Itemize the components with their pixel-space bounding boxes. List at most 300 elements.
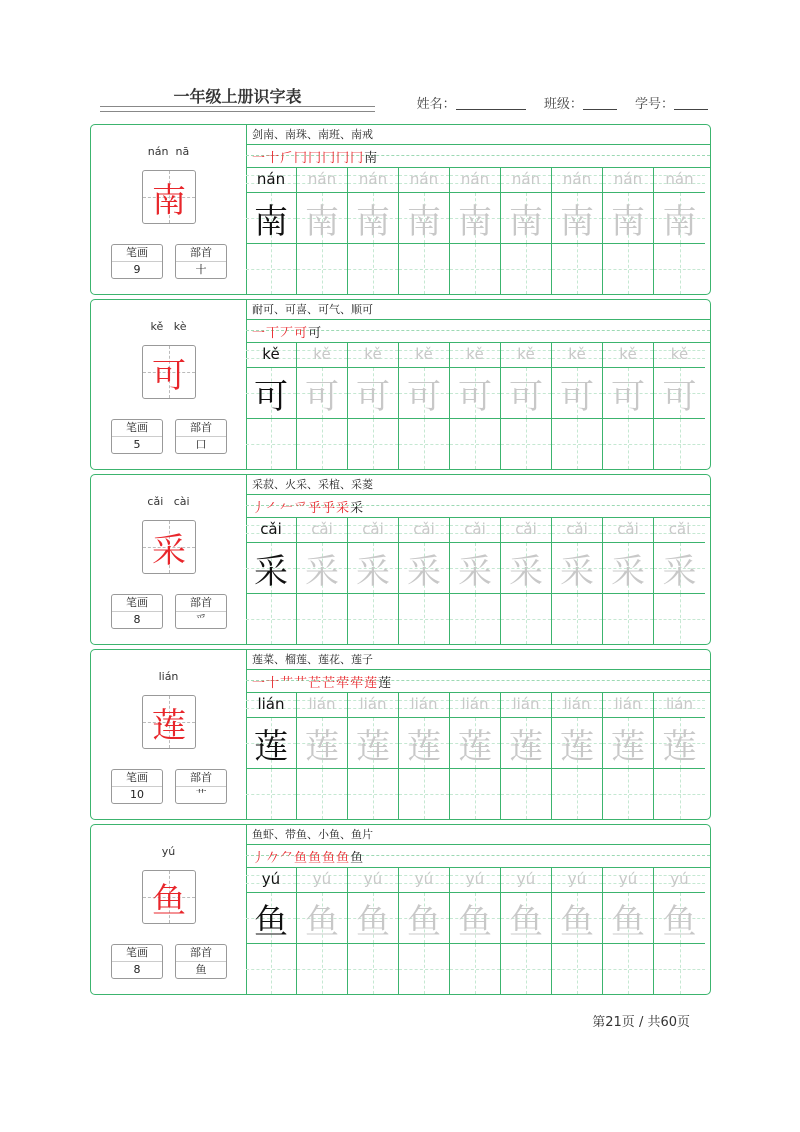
hanzi-cell <box>399 368 449 419</box>
card-practice <box>246 825 710 994</box>
pinyin-cell <box>552 692 602 718</box>
pinyin-cell <box>348 167 398 193</box>
hanzi-cell <box>603 543 653 594</box>
pinyin-cell <box>450 692 500 718</box>
writing-cell[interactable] <box>654 244 705 294</box>
grid-char: 采 <box>356 551 390 592</box>
practice-cell[interactable] <box>654 867 705 994</box>
practice-cell[interactable] <box>603 342 654 469</box>
pinyin-cell <box>603 692 653 718</box>
stroke-order-row <box>246 669 710 693</box>
hanzi-cell <box>501 543 551 594</box>
radical-box <box>175 419 227 454</box>
card-practice <box>246 125 710 294</box>
stroke-count: 5 <box>133 438 141 451</box>
practice-cell[interactable] <box>246 167 297 294</box>
grid-char: 南 <box>662 201 697 242</box>
card-pinyin: lián <box>158 670 179 683</box>
pinyin-cell <box>552 517 602 543</box>
stroke-step: 一 <box>252 151 267 166</box>
big-char: 南 <box>152 180 186 221</box>
writing-cell[interactable] <box>297 244 347 294</box>
practice-cell[interactable] <box>552 692 603 819</box>
grid-pinyin: yú <box>670 870 689 888</box>
hanzi-cell <box>450 368 500 419</box>
stroke-order <box>252 322 322 341</box>
stroke-order-row <box>246 144 710 168</box>
hanzi-cell <box>297 543 347 594</box>
writing-cell[interactable] <box>399 594 449 644</box>
grid-char: 南 <box>611 201 645 242</box>
hanzi-cell <box>552 718 602 769</box>
stroke-count-label: 笔画 <box>112 595 162 612</box>
stroke-step: 鱼 <box>322 851 337 866</box>
grid-char: 采 <box>611 551 645 592</box>
writing-cell[interactable] <box>399 944 449 994</box>
radical: 十 <box>195 263 207 276</box>
writing-cell[interactable] <box>246 944 296 994</box>
writing-cell[interactable] <box>297 769 347 819</box>
pinyin-cell <box>297 342 347 368</box>
pinyin-cell <box>399 517 449 543</box>
practice-cell[interactable] <box>450 517 501 644</box>
practice-cell[interactable] <box>246 692 297 819</box>
practice-cell[interactable] <box>603 692 654 819</box>
hanzi-cell <box>654 193 705 244</box>
writing-cell[interactable] <box>450 594 500 644</box>
pinyin-cell <box>654 517 705 543</box>
hanzi-cell <box>654 368 705 419</box>
grid-char: 南 <box>560 201 594 242</box>
grid-char: 可 <box>662 376 697 417</box>
big-char: 鱼 <box>152 880 186 921</box>
grid-char: 南 <box>509 201 543 242</box>
pinyin-cell <box>501 167 551 193</box>
practice-grid <box>246 167 710 294</box>
stroke-count-label: 笔画 <box>112 945 162 962</box>
card-summary <box>91 125 247 294</box>
id-field <box>635 93 708 112</box>
stroke-step: 一 <box>252 326 267 341</box>
grid-char: 可 <box>254 376 288 417</box>
writing-cell[interactable] <box>246 244 296 294</box>
big-char-box <box>142 345 196 399</box>
grid-pinyin: kě <box>466 345 484 363</box>
practice-cell[interactable] <box>297 867 348 994</box>
radical: 鱼 <box>195 963 207 976</box>
grid-char: 可 <box>356 376 390 417</box>
grid-pinyin: cǎi <box>668 520 691 538</box>
writing-cell[interactable] <box>603 244 653 294</box>
hanzi-cell <box>246 718 296 769</box>
hanzi-cell <box>654 718 705 769</box>
practice-cell[interactable] <box>501 517 552 644</box>
practice-cell[interactable] <box>399 692 450 819</box>
stroke-step: 冂 <box>350 151 365 166</box>
word-examples: 莲菜、榴莲、莲花、莲子 <box>246 650 710 670</box>
stroke-count: 8 <box>133 613 141 626</box>
writing-cell[interactable] <box>399 419 449 469</box>
grid-pinyin: cǎi <box>617 520 639 538</box>
stroke-count-box <box>111 419 163 454</box>
practice-cell[interactable] <box>552 342 603 469</box>
stroke-step: 南 <box>364 151 379 166</box>
radical-box <box>175 769 227 804</box>
class-label: 班级： <box>543 97 583 112</box>
practice-cell[interactable] <box>603 867 654 994</box>
grid-pinyin: lián <box>257 695 285 713</box>
writing-cell[interactable] <box>603 594 653 644</box>
grid-char: 可 <box>458 376 492 417</box>
writing-cell[interactable] <box>552 244 602 294</box>
practice-cell[interactable] <box>654 692 705 819</box>
card-pinyin: nán nā <box>147 145 190 158</box>
character-card <box>90 474 711 645</box>
pinyin-cell <box>399 692 449 718</box>
grid-pinyin: cǎi <box>464 520 486 538</box>
grid-pinyin: lián <box>614 695 642 713</box>
grid-pinyin: yú <box>567 870 587 888</box>
stroke-step: 可 <box>308 326 323 341</box>
writing-cell[interactable] <box>501 769 551 819</box>
grid-char: 鱼 <box>356 901 390 942</box>
stroke-step: 乎 <box>308 501 323 516</box>
word-examples: 鱼虾、带鱼、小鱼、鱼片 <box>246 825 710 845</box>
stroke-step: 丆 <box>280 326 295 341</box>
big-char-box <box>142 870 196 924</box>
practice-cell[interactable] <box>399 342 450 469</box>
practice-cell[interactable] <box>246 517 297 644</box>
card-summary <box>91 300 247 469</box>
practice-cell[interactable] <box>501 342 552 469</box>
page-title: 一年级上册识字表 <box>173 87 302 106</box>
hanzi-cell <box>246 368 296 419</box>
writing-cell[interactable] <box>246 419 296 469</box>
card-pinyin: yú <box>161 845 176 858</box>
hanzi-cell <box>246 893 296 944</box>
writing-cell[interactable] <box>552 944 602 994</box>
grid-pinyin: nán <box>256 170 286 188</box>
hanzi-cell <box>399 543 449 594</box>
pinyin-cell <box>603 167 653 193</box>
writing-cell[interactable] <box>297 419 347 469</box>
writing-cell[interactable] <box>603 944 653 994</box>
hanzi-cell <box>552 543 602 594</box>
stroke-step: 鱼 <box>350 851 365 866</box>
grid-char: 采 <box>407 551 441 592</box>
page-number: 第21页 / 共60页 <box>592 1015 690 1030</box>
pinyin-cell <box>552 867 602 893</box>
id-label: 学号： <box>634 97 674 112</box>
pinyin-cell <box>501 342 551 368</box>
pinyin-cell <box>246 342 296 368</box>
practice-cell[interactable] <box>552 867 603 994</box>
grid-pinyin: kě <box>670 345 689 363</box>
grid-char: 采 <box>509 551 543 592</box>
grid-pinyin: lián <box>461 695 489 713</box>
hanzi-cell <box>348 718 398 769</box>
practice-cell[interactable] <box>501 867 552 994</box>
radical-box <box>175 944 227 979</box>
writing-cell[interactable] <box>348 944 398 994</box>
grid-pinyin: nán <box>665 170 694 188</box>
grid-char: 鱼 <box>611 901 645 942</box>
stroke-count-box <box>111 769 163 804</box>
hanzi-cell <box>399 193 449 244</box>
big-char-box <box>142 695 196 749</box>
pinyin-cell <box>501 867 551 893</box>
writing-cell[interactable] <box>450 769 500 819</box>
stroke-count-box <box>111 944 163 979</box>
pinyin-cell <box>246 867 296 893</box>
writing-cell[interactable] <box>399 769 449 819</box>
writing-cell[interactable] <box>348 594 398 644</box>
writing-cell[interactable] <box>246 594 296 644</box>
writing-cell[interactable] <box>654 769 705 819</box>
card-summary <box>91 475 247 644</box>
grid-pinyin: yú <box>516 870 536 888</box>
hanzi-cell <box>552 368 602 419</box>
practice-cell[interactable] <box>348 692 399 819</box>
grid-char: 采 <box>458 551 492 592</box>
stroke-step: 莲 <box>378 676 393 691</box>
grid-char: 莲 <box>509 726 543 767</box>
pinyin-cell <box>246 517 296 543</box>
practice-cell[interactable] <box>348 867 399 994</box>
writing-cell[interactable] <box>654 944 705 994</box>
writing-cell[interactable] <box>501 419 551 469</box>
grid-char: 鱼 <box>407 901 441 942</box>
pinyin-cell <box>450 517 500 543</box>
radical-box <box>175 244 227 279</box>
hanzi-cell <box>603 718 653 769</box>
practice-cell[interactable] <box>501 167 552 294</box>
pinyin-cell <box>603 342 653 368</box>
hanzi-cell <box>297 193 347 244</box>
stroke-order-row <box>246 494 710 518</box>
card-pinyin: kě kè <box>150 320 187 333</box>
grid-char: 鱼 <box>560 901 594 942</box>
hanzi-cell <box>501 718 551 769</box>
radical: 艹 <box>195 788 207 801</box>
word-examples: 采菽、火采、采椬、采菱 <box>246 475 710 495</box>
grid-char: 采 <box>305 551 339 592</box>
practice-cell[interactable] <box>399 167 450 294</box>
big-char: 可 <box>152 355 186 396</box>
grid-pinyin: lián <box>512 695 540 713</box>
practice-cell[interactable] <box>399 517 450 644</box>
stroke-step: 𠂆 <box>280 151 295 166</box>
radical-label: 部首 <box>176 595 226 612</box>
grid-char: 南 <box>458 201 492 242</box>
practice-cell[interactable] <box>297 167 348 294</box>
radical-label: 部首 <box>176 245 226 262</box>
stroke-count-box <box>111 594 163 629</box>
practice-cell[interactable] <box>450 342 501 469</box>
practice-cell[interactable] <box>450 167 501 294</box>
stroke-step: 艹 <box>280 676 295 691</box>
grid-char: 鱼 <box>662 901 697 942</box>
grid-pinyin: yú <box>261 870 281 888</box>
grid-char: 南 <box>305 201 339 242</box>
stroke-order-row <box>246 319 710 343</box>
hanzi-cell <box>246 193 296 244</box>
stroke-step: 荦 <box>336 676 351 691</box>
student-info <box>403 93 708 112</box>
card-practice <box>246 300 710 469</box>
writing-cell[interactable] <box>348 769 398 819</box>
writing-cell[interactable] <box>654 594 705 644</box>
practice-cell[interactable] <box>246 342 297 469</box>
card-practice <box>246 475 710 644</box>
grid-char: 可 <box>509 376 543 417</box>
grid-pinyin: kě <box>415 345 433 363</box>
stroke-step: 鱼 <box>308 851 323 866</box>
writing-cell[interactable] <box>297 944 347 994</box>
practice-cell[interactable] <box>297 517 348 644</box>
stroke-step: 鱼 <box>336 851 351 866</box>
name-blank[interactable] <box>456 97 526 110</box>
pinyin-cell <box>297 517 347 543</box>
practice-grid <box>246 517 710 644</box>
stroke-count: 9 <box>133 263 141 276</box>
writing-cell[interactable] <box>450 244 500 294</box>
grid-pinyin: yú <box>414 870 434 888</box>
hanzi-cell <box>603 893 653 944</box>
practice-cell[interactable] <box>654 167 705 294</box>
pinyin-cell <box>297 167 347 193</box>
grid-char: 可 <box>560 376 594 417</box>
writing-cell[interactable] <box>399 244 449 294</box>
practice-cell[interactable] <box>297 342 348 469</box>
practice-cell[interactable] <box>450 867 501 994</box>
grid-pinyin: nán <box>358 170 388 188</box>
practice-cell[interactable] <box>654 342 705 469</box>
grid-pinyin: nán <box>409 170 439 188</box>
grid-pinyin: kě <box>262 345 280 363</box>
radical-label: 部首 <box>176 770 226 787</box>
hanzi-cell <box>348 368 398 419</box>
grid-char: 莲 <box>305 726 339 767</box>
id-blank[interactable] <box>674 97 708 110</box>
grid-pinyin: kě <box>517 345 535 363</box>
writing-cell[interactable] <box>603 769 653 819</box>
stroke-step: 荦 <box>350 676 365 691</box>
practice-cell[interactable] <box>348 342 399 469</box>
writing-cell[interactable] <box>348 244 398 294</box>
writing-cell[interactable] <box>552 594 602 644</box>
stroke-step: ㇒ <box>266 501 281 516</box>
grid-char: 可 <box>305 376 339 417</box>
grid-pinyin: nán <box>307 170 337 188</box>
grid-char: 可 <box>407 376 441 417</box>
practice-cell[interactable] <box>246 867 297 994</box>
practice-cell[interactable] <box>603 517 654 644</box>
title-underline <box>100 106 375 112</box>
pinyin-cell <box>552 342 602 368</box>
pinyin-cell <box>450 167 500 193</box>
word-examples: 耐可、可喜、可气、顺可 <box>246 300 710 320</box>
grid-char: 莲 <box>407 726 441 767</box>
grid-pinyin: kě <box>619 345 637 363</box>
grid-char: 可 <box>611 376 645 417</box>
writing-cell[interactable] <box>246 769 296 819</box>
pinyin-cell <box>501 692 551 718</box>
writing-cell[interactable] <box>552 419 602 469</box>
practice-cell[interactable] <box>450 692 501 819</box>
practice-cell[interactable] <box>654 517 705 644</box>
class-blank[interactable] <box>583 97 617 110</box>
practice-cell[interactable] <box>603 167 654 294</box>
character-card <box>90 649 711 820</box>
stroke-step: 乎 <box>322 501 337 516</box>
practice-cell[interactable] <box>501 692 552 819</box>
grid-char: 莲 <box>356 726 390 767</box>
writing-cell[interactable] <box>501 244 551 294</box>
stroke-order <box>252 147 378 166</box>
hanzi-cell <box>552 893 602 944</box>
practice-cell[interactable] <box>552 167 603 294</box>
stroke-step: ⺈ <box>280 851 295 866</box>
stroke-step: 冂 <box>308 151 323 166</box>
pinyin-cell <box>399 167 449 193</box>
grid-char: 莲 <box>611 726 645 767</box>
grid-char: 南 <box>254 201 288 242</box>
stroke-step: 采 <box>350 501 365 516</box>
pinyin-cell <box>603 867 653 893</box>
writing-cell[interactable] <box>450 419 500 469</box>
writing-cell[interactable] <box>450 944 500 994</box>
practice-cell[interactable] <box>399 867 450 994</box>
stroke-step: 芒 <box>322 676 337 691</box>
grid-pinyin: kě <box>568 345 586 363</box>
writing-cell[interactable] <box>603 419 653 469</box>
grid-char: 采 <box>560 551 594 592</box>
pinyin-cell <box>297 867 347 893</box>
pinyin-cell <box>450 342 500 368</box>
grid-pinyin: yú <box>618 870 638 888</box>
hanzi-cell <box>246 543 296 594</box>
writing-cell[interactable] <box>501 944 551 994</box>
practice-cell[interactable] <box>348 517 399 644</box>
pinyin-cell <box>348 517 398 543</box>
practice-grid <box>246 692 710 819</box>
writing-cell[interactable] <box>654 419 705 469</box>
stroke-step: 丿 <box>252 501 267 516</box>
writing-cell[interactable] <box>297 594 347 644</box>
hanzi-cell <box>399 893 449 944</box>
grid-char: 鱼 <box>458 901 492 942</box>
stroke-count-label: 笔画 <box>112 245 162 262</box>
hanzi-cell <box>297 893 347 944</box>
pinyin-cell <box>246 167 296 193</box>
pinyin-cell <box>246 692 296 718</box>
writing-cell[interactable] <box>501 594 551 644</box>
practice-cell[interactable] <box>348 167 399 294</box>
grid-pinyin: lián <box>410 695 438 713</box>
hanzi-cell <box>450 893 500 944</box>
writing-cell[interactable] <box>348 419 398 469</box>
practice-cell[interactable] <box>552 517 603 644</box>
stroke-step: 采 <box>336 501 351 516</box>
writing-cell[interactable] <box>552 769 602 819</box>
word-examples: 剑南、南珠、南班、南戒 <box>246 125 710 145</box>
grid-pinyin: nán <box>460 170 490 188</box>
practice-cell[interactable] <box>297 692 348 819</box>
grid-pinyin: cǎi <box>311 520 333 538</box>
grid-pinyin: cǎi <box>566 520 588 538</box>
grid-pinyin: nán <box>511 170 541 188</box>
